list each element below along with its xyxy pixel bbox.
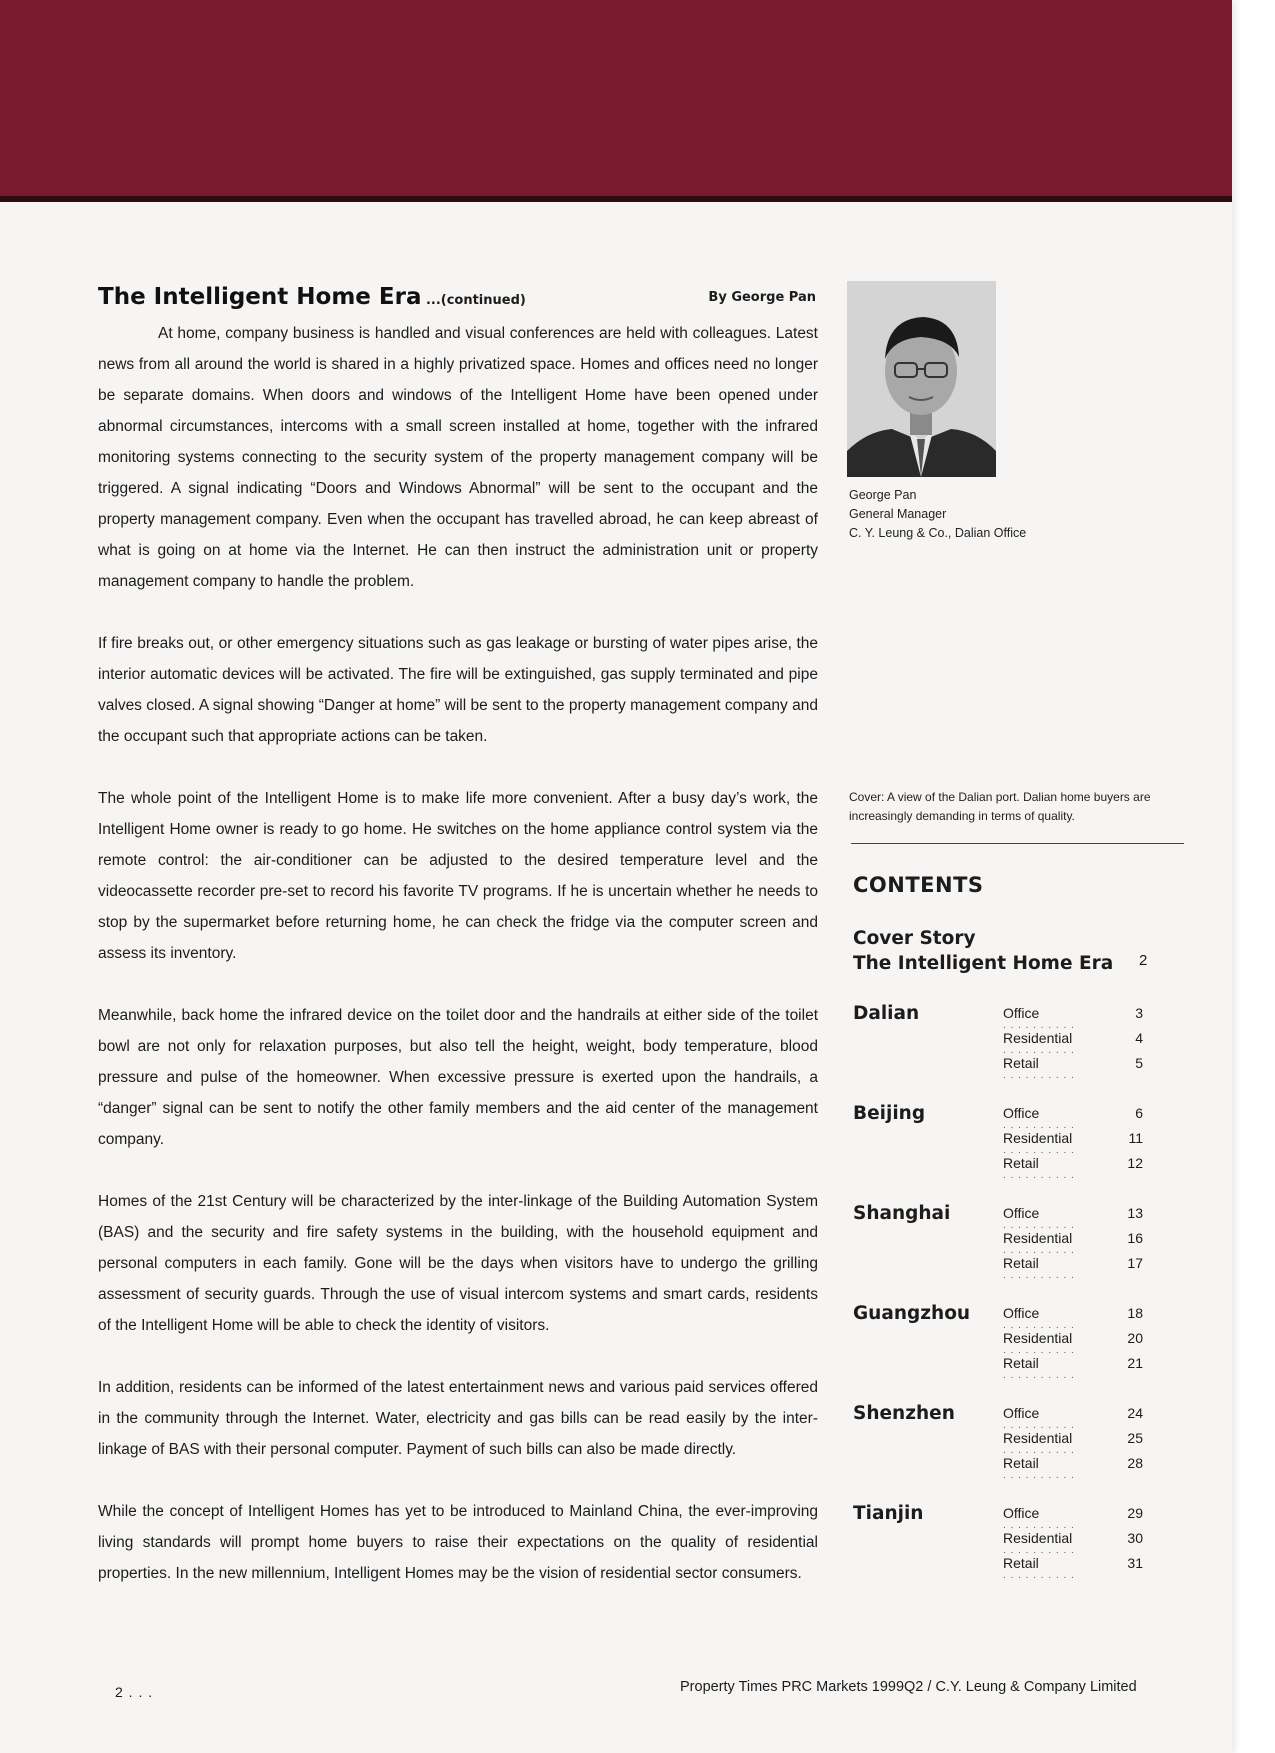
contents-entry[interactable]: [1003, 1205, 1143, 1230]
cover-story-page-number: 2: [1139, 952, 1148, 969]
entry-label: Residential . . .: [1003, 1030, 1072, 1046]
cover-note: Cover: A view of the Dalian port. Dalian home buyers are increasingly demanding in terms of quality.: [849, 790, 1151, 823]
contents-entry[interactable]: [1003, 1105, 1143, 1130]
contents-entry[interactable]: [1003, 1430, 1143, 1455]
article-title-suffix: ...(continued): [425, 293, 526, 308]
entry-label: Office . . .: [1003, 1105, 1039, 1121]
contents-entry[interactable]: [1003, 1255, 1143, 1280]
entry-page: 25: [1127, 1430, 1143, 1446]
contents-entry[interactable]: [1003, 1530, 1143, 1555]
entry-page: 29: [1127, 1505, 1143, 1521]
entry-page: 21: [1127, 1355, 1143, 1371]
contents-entry[interactable]: [1003, 1405, 1143, 1430]
article-paragraph: Homes of the 21st Century will be characterized by the inter-linkage of the Building Automation System (BAS) and the security and fire safety systems in the building, with the household equipment and personal computers in each family. Gone will be the days when visitors have to undergo the grilling assessment of security guards. Through the use of visual intercom systems and smart cards, residents of the Intelligent Home will be able to check the identity of visitors.: [98, 1193, 818, 1334]
entry-label: Office . . .: [1003, 1305, 1039, 1321]
article-paragraph: At home, company business is handled and visual conferences are held with colleagues. Latest news from all around the world is shared in a highly privatized space. Homes and offices need no longer be separate domains. When doors and windows of the Intelligent Home have been opened under abnormal circumstances, intercoms with a small screen installed at home, together with the infrared monitoring systems connecting to the security system of the property management company will be triggered. A signal indicating “Doors and Windows Abnormal” will be sent to the occupant and the property management company. Even when the occupant has travelled abroad, he can keep abreast of what is going on at home via the Internet. He can then instruct the administration unit or property management company to handle the problem.: [98, 325, 818, 590]
entry-page: 13: [1127, 1205, 1143, 1221]
entry-label: Retail . . .: [1003, 1455, 1039, 1471]
contents-entry[interactable]: [1003, 1230, 1143, 1255]
city-entries: [1003, 1005, 1143, 1080]
entry-label: Office . . .: [1003, 1405, 1039, 1421]
city-name: Shenzhen: [853, 1403, 955, 1424]
entry-page: 17: [1127, 1255, 1143, 1271]
city-name: Guangzhou: [853, 1303, 971, 1324]
entry-label: Office . . .: [1003, 1205, 1039, 1221]
header-color-band: [0, 0, 1232, 202]
city-name: Shanghai: [853, 1203, 951, 1224]
author-position: General Manager: [849, 507, 947, 521]
contents-entry[interactable]: [1003, 1130, 1143, 1155]
article-body: [98, 318, 818, 1620]
entry-label: Retail . . .: [1003, 1355, 1039, 1371]
city-name: Dalian: [853, 1003, 920, 1024]
contents-entry[interactable]: [1003, 1505, 1143, 1530]
entry-page: 12: [1127, 1155, 1143, 1171]
entry-label: Residential . . .: [1003, 1330, 1072, 1346]
entry-label: Residential . . .: [1003, 1430, 1072, 1446]
contents-entry[interactable]: [1003, 1155, 1143, 1180]
article-title-row: [98, 284, 816, 310]
article-paragraph: In addition, residents can be informed of the latest entertainment news and various paid services offered in the community through the Internet. Water, electricity and gas bills can be read easily by the inter-linkage of BAS with their personal computer. Payment of such bills can also be made directly.: [98, 1379, 818, 1458]
entry-page: 20: [1127, 1330, 1143, 1346]
cover-story-title: The Intelligent Home Era: [853, 953, 1114, 974]
author-name: George Pan: [849, 488, 917, 502]
article-paragraph: Meanwhile, back home the infrared device on the toilet door and the handrails at either side of the toilet bowl are not only for relaxation purposes, but also tell the height, weight, body temperature, blood pressure and pulse of the homeowner. When excessive pressure is exerted upon the handrails, a “danger” signal can be sent to notify the other family members and the aid center of the management company.: [98, 1007, 818, 1148]
entry-page: 31: [1127, 1555, 1143, 1571]
entry-page: 3: [1135, 1005, 1143, 1021]
cover-story-entry[interactable]: [853, 926, 1153, 976]
divider-rule: [851, 843, 1184, 844]
entry-page: 24: [1127, 1405, 1143, 1421]
contents-entry[interactable]: [1003, 1305, 1143, 1330]
contents-entry[interactable]: [1003, 1005, 1143, 1030]
entry-page: 6: [1135, 1105, 1143, 1121]
city-entries: [1003, 1105, 1143, 1180]
entry-label: Retail . . .: [1003, 1155, 1039, 1171]
city-name: Tianjin: [853, 1503, 924, 1524]
entry-page: 4: [1135, 1030, 1143, 1046]
article-title: The Intelligent Home Era: [98, 284, 422, 310]
author-portrait-photo: [847, 281, 996, 477]
entry-page: 16: [1127, 1230, 1143, 1246]
publication-footer: Property Times PRC Markets 1999Q2 / C.Y. Leung & Company Limited: [680, 1679, 1137, 1695]
article-paragraph: While the concept of Intelligent Homes has yet to be introduced to Mainland China, the ever-improving living standards will prompt home buyers to raise their expectations on the quality of residential properties. In the new millennium, Intelligent Homes may be the vision of residential sector consumers.: [98, 1503, 818, 1582]
article-paragraph: If fire breaks out, or other emergency situations such as gas leakage or bursting of water pipes arise, the interior automatic devices will be activated. The fire will be extinguished, gas supply terminated and pipe valves closed. A signal showing “Danger at home” will be sent to the property management company and the occupant such that appropriate actions can be taken.: [98, 635, 818, 745]
contents-entry[interactable]: [1003, 1455, 1143, 1480]
contents-entry[interactable]: [1003, 1330, 1143, 1355]
entry-label: Residential . . .: [1003, 1130, 1072, 1146]
page-number: 2 . . .: [115, 1684, 154, 1700]
entry-label: Office . . .: [1003, 1505, 1039, 1521]
entry-page: 5: [1135, 1055, 1143, 1071]
entry-page: 28: [1127, 1455, 1143, 1471]
entry-label: Residential . . .: [1003, 1530, 1072, 1546]
author-caption: [849, 486, 1026, 543]
contents-entry[interactable]: [1003, 1355, 1143, 1380]
city-entries: [1003, 1405, 1143, 1480]
contents-entry[interactable]: [1003, 1555, 1143, 1580]
author-office: C. Y. Leung & Co., Dalian Office: [849, 526, 1027, 540]
contents-entry[interactable]: [1003, 1030, 1143, 1055]
entry-label: Retail . . .: [1003, 1255, 1039, 1271]
article-paragraph: The whole point of the Intelligent Home is to make life more convenient. After a busy day’s work, the Intelligent Home owner is ready to go home. He switches on the home appliance control system via the remote control: the air-conditioner can be adjusted to the desired temperature level and the videocassette recorder pre-set to record his favorite TV programs. If he is uncertain whether he needs to stop by the supermarket before returning home, he can check the fridge via the computer screen and assess its inventory.: [98, 790, 818, 962]
city-name: Beijing: [853, 1103, 926, 1124]
contents-entry[interactable]: [1003, 1055, 1143, 1080]
cover-story-label: Cover Story: [853, 928, 976, 949]
city-entries: [1003, 1305, 1143, 1380]
entry-page: 30: [1127, 1530, 1143, 1546]
entry-page: 18: [1127, 1305, 1143, 1321]
entry-label: Retail . . .: [1003, 1055, 1039, 1071]
entry-label: Retail . . .: [1003, 1555, 1039, 1571]
entry-label: Residential . . .: [1003, 1230, 1072, 1246]
contents-heading: CONTENTS: [853, 873, 984, 897]
entry-label: Office . . .: [1003, 1005, 1039, 1021]
article-byline: By George Pan: [708, 290, 816, 305]
city-entries: [1003, 1205, 1143, 1280]
city-entries: [1003, 1505, 1143, 1580]
portrait-image: [847, 281, 996, 477]
entry-page: 11: [1128, 1130, 1143, 1146]
